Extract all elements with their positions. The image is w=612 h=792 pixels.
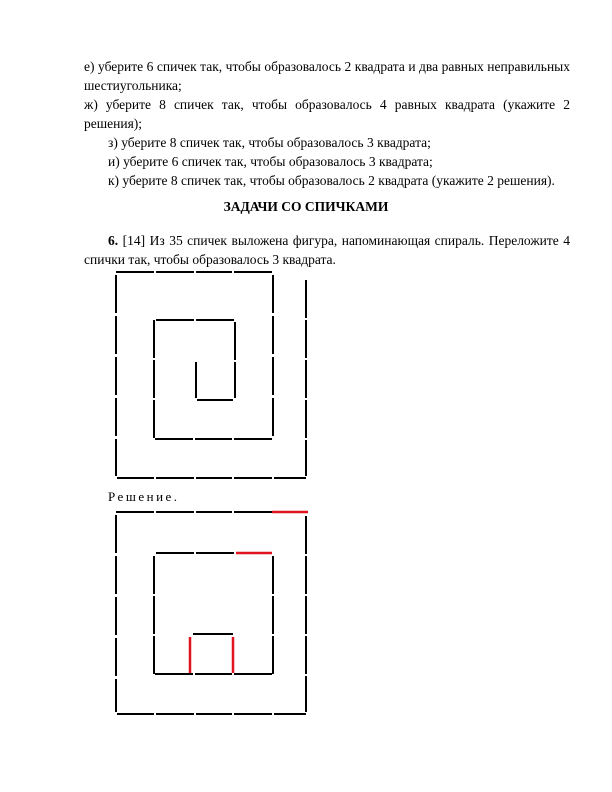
item-zh: ж) уберите 8 спичек так, чтобы образовалось 4 равных квадрата (укажите 2 решения); — [84, 97, 570, 131]
item-e: е) уберите 6 спичек так, чтобы образовалось 2 квадрата и два равных неправильных шестиугольника; — [84, 59, 570, 93]
item-k: к) уберите 8 спичек так, чтобы образовалось 2 квадрата (укажите 2 решения). — [108, 173, 555, 188]
item-i: и) уберите 6 спичек так, чтобы образовалось 3 квадрата; — [108, 154, 433, 169]
moved-matches — [190, 512, 308, 673]
task-difficulty: [14] — [122, 233, 146, 248]
task-text: Из 35 спичек выложена фигура, напоминающая спираль. Переложите 4 спички так, чтобы образовалось 3 квадрата. — [84, 233, 571, 267]
task-number: 6. — [108, 233, 119, 248]
solution-label: Решение. — [108, 489, 180, 504]
item-z: з) уберите 8 спичек так, чтобы образовалось 3 квадрата; — [108, 135, 431, 150]
section-heading: ЗАДАЧИ СО СПИЧКАМИ — [223, 199, 389, 214]
solution-matches — [116, 512, 306, 714]
